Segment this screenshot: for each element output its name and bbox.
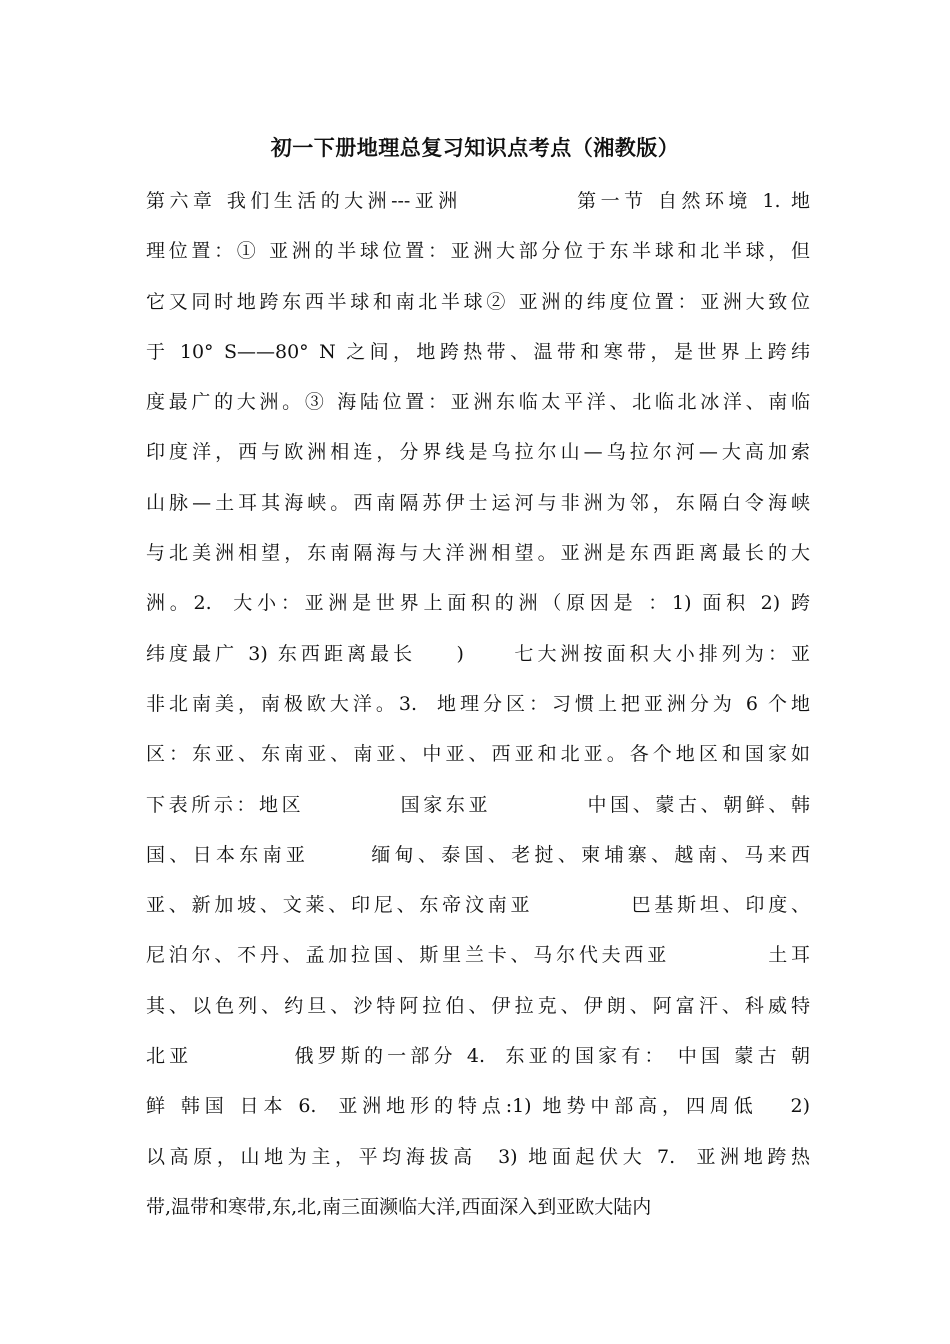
document-title: 初一下册地理总复习知识点考点（湘教版） (270, 136, 680, 160)
body-line: 于 10° S——80° N 之间，地跨热带、温带和寒带，是世界上跨纬 (146, 340, 810, 363)
body-line: 以高原，山地为主，平均海拔高 3) 地面起伏大 7. 亚洲地跨热 (146, 1145, 810, 1168)
body-line: 理位置：① 亚洲的半球位置：亚洲大部分位于东半球和北半球，但 (146, 240, 810, 263)
body-line: 其、以色列、约旦、沙特阿拉伯、伊拉克、伊朗、阿富汗、科威特 (146, 994, 810, 1017)
body-line: 印度洋，西与欧洲相连，分界线是乌拉尔山—乌拉尔河—大高加索 (146, 441, 810, 464)
body-line: 非北南美，南极欧大洋。3. 地理分区：习惯上把亚洲分为 6 个地 (146, 692, 810, 715)
body-line: 山脉—土耳其海峡。西南隔苏伊士运河与非洲为邻，东隔白令海峡 (146, 491, 810, 514)
body-line: 鲜 韩国 日本 6. 亚洲地形的特点:1) 地势中部高，四周低 2) (146, 1095, 810, 1118)
body-line: 纬度最广 3) 东西距离最长 ) 七大洲按面积大小排列为：亚 (146, 642, 810, 665)
body-line: 它又同时地跨东西半球和南北半球② 亚洲的纬度位置：亚洲大致位 (146, 290, 810, 313)
body-line: 下表所示：地区 国家东亚 中国、蒙古、朝鲜、韩 (146, 793, 810, 816)
body-line: 亚、新加坡、文莱、印尼、东帝汶南亚 巴基斯坦、印度、 (146, 894, 810, 917)
body-line: 尼泊尔、不丹、孟加拉国、斯里兰卡、马尔代夫西亚 土耳 (146, 944, 810, 967)
body-line: 带,温带和寒带,东,北,南三面濒临大洋,西面深入到亚欧大陆内 (146, 1195, 652, 1218)
document-body (146, 183, 810, 1239)
body-line: 与北美洲相望，东南隔海与大洋洲相望。亚洲是东西距离最长的大 (146, 542, 810, 565)
body-line: 洲。2. 大小：亚洲是世界上面积的洲（原因是 ：1) 面积 2) 跨 (146, 592, 810, 615)
body-line: 区：东亚、东南亚、南亚、中亚、西亚和北亚。各个地区和国家如 (146, 743, 810, 766)
body-line: 第六章 我们生活的大洲---亚洲 第一节 自然环境 1. 地 (146, 190, 810, 212)
body-line: 国、日本东南亚 缅甸、泰国、老挝、柬埔寨、越南、马来西 (146, 843, 810, 866)
body-line: 度最广的大洲。③ 海陆位置：亚洲东临太平洋、北临北冰洋、南临 (146, 391, 810, 414)
body-line: 北亚 俄罗斯的一部分 4. 东亚的国家有： 中国 蒙古 朝 (146, 1045, 810, 1068)
